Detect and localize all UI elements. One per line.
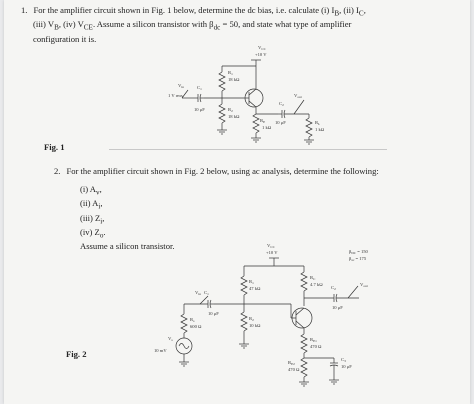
- fig1-vcc-label: $V_{CC}$: [258, 45, 266, 51]
- question-2-line-1: 2. For the amplifier circuit shown in Fig. 2 below, using ac analysis, determine the following:: [54, 166, 379, 176]
- question-2: [54, 166, 454, 177]
- fig2-vs-label: $V_s$: [168, 336, 173, 342]
- fig1-re-label: $R_E$: [260, 118, 266, 124]
- fig2-vout-label: $V_{out}$: [360, 282, 368, 288]
- fig1-r2-resistor: [219, 104, 225, 123]
- question-2-assumption: Assume a silicon transistor.: [80, 241, 175, 252]
- fig1-rl-value: 1 kΩ: [315, 127, 325, 132]
- fig1-c2-label: $C_2$: [279, 101, 284, 107]
- question-2-item: (iv) $Z_o$.: [80, 226, 106, 240]
- question-1-line-1: 1. For the amplifier circuit shown in Fig. 1 below, determine the dc bias, i.e. calculate (i) $I_B$, (ii) $I_C$,: [21, 5, 366, 18]
- fig2-c1-label: $C_1$: [204, 290, 209, 296]
- fig2-re2-value: 470 Ω: [288, 367, 300, 372]
- fig1-r2-label: $R_2$: [228, 107, 233, 113]
- fig2-rc-value: 4.7 kΩ: [310, 282, 323, 287]
- fig2-r2-value: 10 kΩ: [249, 323, 261, 328]
- fig2-re2-label: $R_{E2}$: [288, 360, 295, 366]
- fig2-r2-resistor: [241, 312, 247, 331]
- fig2-rc-resistor: [301, 272, 307, 291]
- question-1-line-3: configuration it is.: [33, 33, 97, 44]
- fig2-re1-resistor: [301, 334, 307, 353]
- fig2-re2-resistor: [301, 358, 307, 377]
- fig1-rl-label: $R_L$: [315, 120, 321, 126]
- fig-1-label: Fig. 1: [44, 142, 65, 152]
- fig2-rs-value: 600 Ω: [190, 324, 202, 329]
- fig-2-label: Fig. 2: [66, 349, 87, 359]
- fig2-vcc-value: +10 V: [266, 250, 278, 255]
- fig2-r1-value: 47 kΩ: [249, 286, 261, 291]
- fig1-r1-value: 18 kΩ: [228, 77, 240, 82]
- fig2-c2-value: 10 μF: [332, 305, 343, 310]
- fig1-c2-value: 10 μF: [275, 120, 286, 125]
- divider: [109, 149, 387, 150]
- fig2-r1-resistor: [241, 276, 247, 295]
- fig2-c2-label: $C_2$: [331, 285, 336, 291]
- fig2-beta-ac: $\beta_{ac} = 175$: [349, 256, 367, 262]
- fig2-rs-label: $R_s$: [190, 317, 195, 323]
- fig1-rl-resistor: [306, 118, 312, 137]
- fig1-c1-label: $C_1$: [197, 85, 202, 91]
- fig2-re1-value: 470 Ω: [310, 344, 322, 349]
- fig1-vin-value: 1 V rms: [168, 93, 183, 98]
- fig2-vin-label: $V_{in}$: [195, 290, 201, 296]
- fig2-r2-label: $R_2$: [249, 316, 254, 322]
- fig1-r1-label: $R_1$: [228, 70, 233, 76]
- fig2-c3-label: $C_3$: [341, 357, 346, 363]
- fig2-vs-value: 10 mV: [154, 348, 167, 353]
- fig2-r1-label: $R_1$: [249, 279, 254, 285]
- question-1: [21, 5, 461, 44]
- fig2-rc-label: $R_C$: [310, 275, 316, 281]
- fig1-r2-value: 18 kΩ: [228, 114, 240, 119]
- question-2-item: (i) $A_v$,: [80, 184, 102, 197]
- question-1-line-2: (iii) $V_B$, (iv) $V_{CE}$. Assume a silicon transistor with $\beta_{dc} = 50$, and state what type of amplifier: [33, 19, 352, 33]
- fig2-beta-dc: $\beta_{DC} = 150$: [349, 249, 368, 255]
- fig1-vout-label: $V_{out}$: [294, 93, 302, 99]
- fig2-re1-label: $R_{E1}$: [310, 337, 317, 343]
- fig1-re-resistor: [253, 114, 259, 133]
- question-2-item: (iii) $Z_i$,: [80, 212, 105, 226]
- fig1-vin-label: $V_{in}$: [178, 83, 184, 89]
- fig2-c1-value: 10 μF: [208, 311, 219, 316]
- fig2-c3-value: 10 μF: [341, 364, 352, 369]
- fig1-r1-resistor: [219, 72, 225, 91]
- question-2-item: (ii) $A_i$,: [80, 198, 103, 212]
- document-page: [4, 0, 470, 404]
- fig1-c1-value: 10 μF: [194, 107, 205, 112]
- fig-2-circuit: [4, 240, 470, 390]
- fig-1-circuit: [4, 40, 470, 150]
- fig1-re-value: 1 kΩ: [262, 125, 272, 130]
- fig2-rs-resistor: [181, 314, 187, 333]
- fig2-vcc-label: $V_{CC}$: [267, 243, 275, 249]
- fig1-vcc-value: +10 V: [255, 52, 267, 57]
